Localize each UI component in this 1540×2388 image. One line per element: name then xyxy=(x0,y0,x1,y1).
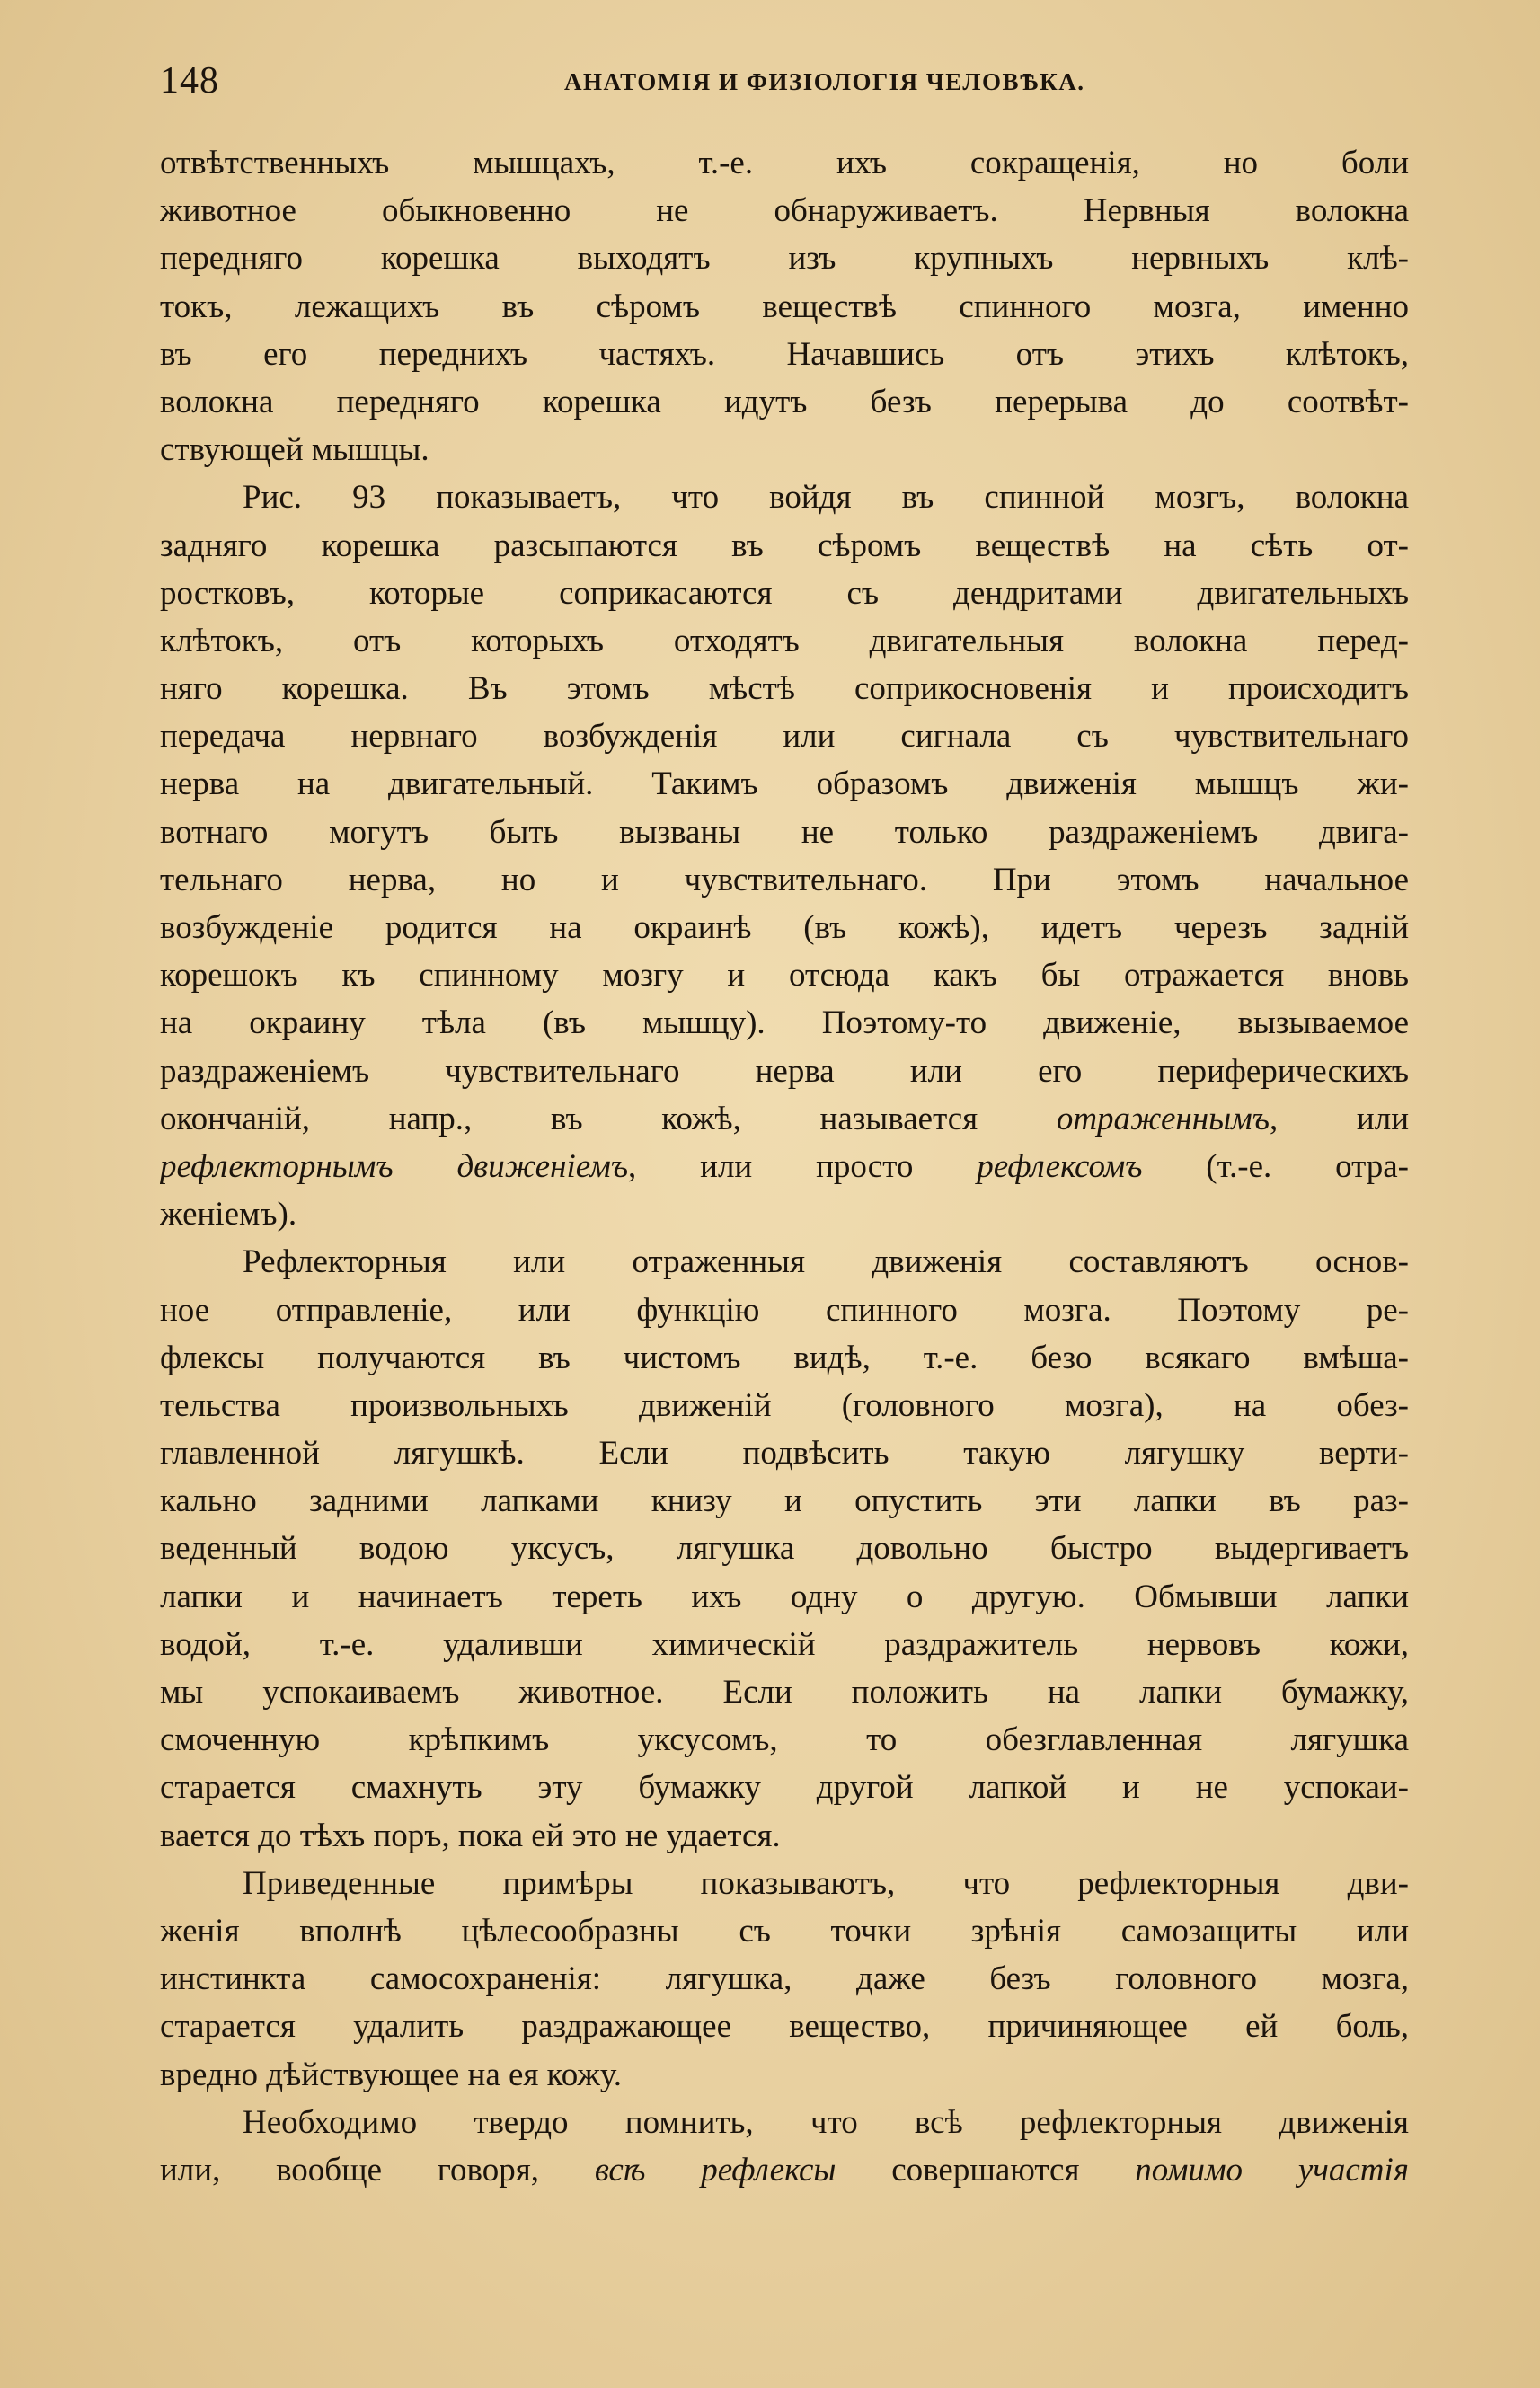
text-run: нерва на двигательный. Такимъ образомъ движенія мышцъ жи- xyxy=(160,765,1409,803)
text-line xyxy=(160,1048,1409,1095)
text-run: волокна передняго корешка идутъ безъ перерыва до соотвѣт- xyxy=(160,383,1409,420)
body-text xyxy=(160,139,1409,2194)
text-run: веденный водою уксусъ, лягушка довольно быстро выдергиваетъ xyxy=(160,1530,1409,1568)
text-run: , или просто xyxy=(628,1147,978,1185)
text-line xyxy=(160,570,1409,617)
text-line xyxy=(160,1287,1409,1334)
text-line xyxy=(160,999,1409,1047)
text-line xyxy=(160,2003,1409,2050)
text-line xyxy=(160,1621,1409,1668)
text-line xyxy=(160,1860,1409,1907)
text-line xyxy=(160,139,1409,187)
text-line xyxy=(160,2146,1409,2194)
text-run: ное отправленіе, или функцію спинного мозга. Поэтому ре- xyxy=(160,1291,1409,1329)
text-line xyxy=(160,1668,1409,1716)
text-line xyxy=(160,378,1409,426)
text-run: вредно дѣйствующее на ея кожу. xyxy=(160,2056,622,2093)
text-line xyxy=(160,1238,1409,1286)
text-run: тельнаго нерва, но и чувствительнаго. При этомъ начальное xyxy=(160,861,1409,898)
page-header xyxy=(160,59,1409,113)
text-run: старается удалить раздражающее вещество, причиняющее ей боль, xyxy=(160,2008,1409,2046)
text-run: Рис. 93 показываетъ, что войдя въ спинной мозгъ, волокна xyxy=(243,479,1409,517)
text-run: на окраину тѣла (въ мышцу). Поэтому-то движеніе, вызываемое xyxy=(160,1004,1409,1042)
text-run: или, вообще говоря, xyxy=(160,2151,595,2189)
text-run: передача нервнаго возбужденія или сигнала съ чувствительнаго xyxy=(160,718,1409,756)
text-line xyxy=(160,1095,1409,1143)
text-run: тельства произвольныхъ движеній (головного мозга), на обез- xyxy=(160,1386,1409,1424)
text-run: женія вполнѣ цѣлесообразны съ точки зрѣнія самозащиты или xyxy=(160,1912,1409,1950)
text-run: смоченную крѣпкимъ уксусомъ, то обезглавленная лягушка xyxy=(160,1721,1409,1759)
text-run: няго корешка. Въ этомъ мѣстѣ соприкосновенія и происходитъ xyxy=(160,670,1409,708)
text-run: флексы получаются въ чистомъ видѣ, т.-е. безо всякаго вмѣша- xyxy=(160,1339,1409,1376)
text-run: Приведенные примѣры показываютъ, что рефлекторныя дви- xyxy=(243,1864,1409,1902)
page-number: 148 xyxy=(160,60,219,102)
text-line xyxy=(160,1573,1409,1621)
text-run: окончаній, напр., въ кожѣ, называется xyxy=(160,1100,1057,1137)
text-run: старается смахнуть эту бумажку другой лапкой и не успокаи- xyxy=(160,1769,1409,1807)
text-run: въ его переднихъ частяхъ. Начавшись отъ этихъ клѣтокъ, xyxy=(160,335,1409,373)
text-run: совершаются xyxy=(836,2151,1136,2189)
text-line xyxy=(160,1429,1409,1477)
italic-term: всѣ рефлексы xyxy=(594,2151,836,2189)
text-line xyxy=(160,2051,1409,2099)
text-line xyxy=(160,473,1409,521)
italic-term: рефлексомъ xyxy=(977,1147,1143,1185)
text-run: лапки и начинаетъ тереть ихъ одну о другую. Обмывши лапки xyxy=(160,1578,1409,1615)
text-run: Рефлекторныя или отраженныя движенія составляютъ основ- xyxy=(243,1243,1409,1281)
text-run: передняго корешка выходятъ изъ крупныхъ нервныхъ клѣ- xyxy=(160,240,1409,278)
text-run: (т.-е. отра- xyxy=(1142,1147,1409,1185)
text-line xyxy=(160,856,1409,904)
text-line xyxy=(160,426,1409,473)
running-title: АНАТОМІЯ И ФИЗІОЛОГІЯ ЧЕЛОВѢКА. xyxy=(564,68,1085,95)
italic-term: рефлекторнымъ движеніемъ xyxy=(160,1147,629,1185)
text-line xyxy=(160,1764,1409,1811)
text-line xyxy=(160,331,1409,378)
text-line xyxy=(160,809,1409,856)
text-line xyxy=(160,1955,1409,2003)
text-line xyxy=(160,1382,1409,1429)
text-run: ствующей мышцы. xyxy=(160,431,429,469)
text-run: мы успокаиваемъ животное. Если положить на лапки бумажку, xyxy=(160,1674,1409,1711)
text-line xyxy=(160,522,1409,570)
text-run: кально задними лапками книзу и опустить эти лапки въ раз- xyxy=(160,1482,1409,1520)
text-run: вотнаго могутъ быть вызваны не только раздраженіемъ двига- xyxy=(160,813,1409,851)
text-run: вается до тѣхъ поръ, пока ей это не удается. xyxy=(160,1817,781,1854)
text-line xyxy=(160,665,1409,712)
text-line xyxy=(160,951,1409,999)
text-line xyxy=(160,617,1409,665)
text-run: , или xyxy=(1270,1100,1409,1137)
text-line xyxy=(160,904,1409,951)
text-line xyxy=(160,1334,1409,1382)
text-line xyxy=(160,1907,1409,1955)
text-line xyxy=(160,234,1409,282)
text-line xyxy=(160,283,1409,331)
text-run: корешокъ къ спинному мозгу и отсюда какъ бы отражается вновь xyxy=(160,957,1409,995)
text-line xyxy=(160,2099,1409,2146)
text-run: водой, т.-е. удаливши химическій раздражитель нервовъ кожи, xyxy=(160,1625,1409,1663)
text-run: токъ, лежащихъ въ сѣромъ веществѣ спинного мозга, именно xyxy=(160,287,1409,325)
text-line xyxy=(160,1143,1409,1190)
text-line xyxy=(160,1525,1409,1572)
text-run: Необходимо твердо помнить, что всѣ рефлекторныя движенія xyxy=(243,2103,1409,2141)
text-run: инстинкта самосохраненія: лягушка, даже безъ головного мозга, xyxy=(160,1960,1409,1998)
text-line xyxy=(160,760,1409,808)
text-run: отвѣтственныхъ мышцахъ, т.-е. ихъ сокращенія, но боли xyxy=(160,145,1409,181)
text-line xyxy=(160,187,1409,234)
text-run: животное обыкновенно не обнаруживаетъ. Нервныя волокна xyxy=(160,192,1409,230)
text-run: женіемъ). xyxy=(160,1196,297,1234)
text-run: задняго корешка разсыпаются въ сѣромъ веществѣ на сѣть от- xyxy=(160,526,1409,564)
text-run: ростковъ, которые соприкасаются съ дендритами двигательныхъ xyxy=(160,574,1409,612)
text-run: главленной лягушкѣ. Если подвѣсить такую лягушку верти- xyxy=(160,1435,1409,1473)
italic-term: помимо участія xyxy=(1135,2151,1409,2189)
italic-term: отраженнымъ xyxy=(1056,1100,1270,1137)
text-line xyxy=(160,1812,1409,1860)
text-line xyxy=(160,712,1409,760)
text-run: клѣтокъ, отъ которыхъ отходятъ двигательныя волокна перед- xyxy=(160,622,1409,659)
text-line xyxy=(160,1477,1409,1525)
text-run: возбужденіе родится на окраинѣ (въ кожѣ), идетъ черезъ задній xyxy=(160,909,1409,946)
text-line xyxy=(160,1716,1409,1764)
text-line xyxy=(160,1190,1409,1238)
text-run: раздраженіемъ чувствительнаго нерва или его периферическихъ xyxy=(160,1052,1409,1090)
